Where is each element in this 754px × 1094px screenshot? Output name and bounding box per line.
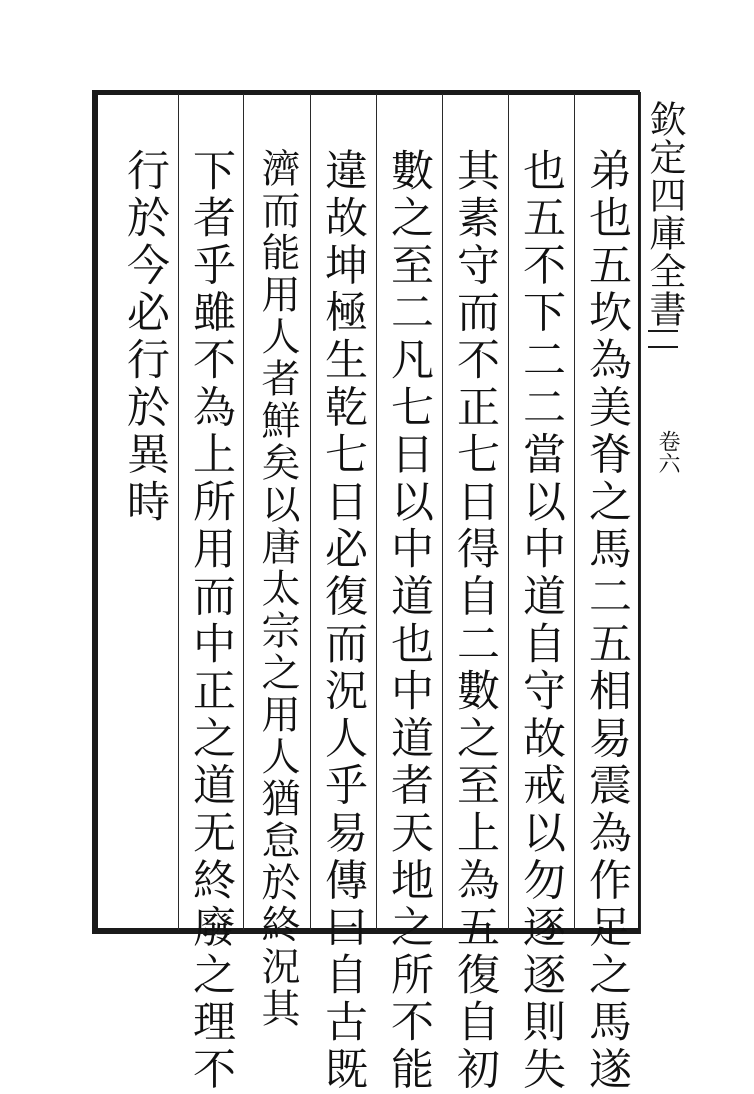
text-column-5: 違故坤極生乾七日必復而況人乎易傳曰自古既 bbox=[318, 148, 368, 1094]
text-column-2: 也五不下二二當以中道自守故戒以勿逐逐則失 bbox=[516, 148, 566, 1094]
text-column-8: 行於今必行於異時 bbox=[120, 148, 170, 527]
column-rule bbox=[442, 94, 443, 930]
text-column-6: 濟而能用人者鮮矣以唐太宗之用人猶怠於終況其 bbox=[255, 148, 300, 1030]
column-rule bbox=[508, 94, 509, 930]
text-column-1: 弟也五坎為美脊之馬二五相易震為作足之馬遂 bbox=[582, 148, 632, 1094]
text-column-3: 其素守而不正七日得自二數之至上為五復自初 bbox=[450, 148, 500, 1094]
fishtail-mark bbox=[648, 330, 678, 348]
column-rule bbox=[310, 94, 311, 930]
margin-rule bbox=[640, 92, 641, 934]
book-title: 欽定四庫全書 bbox=[643, 100, 686, 328]
column-rule bbox=[376, 94, 377, 930]
text-column-4: 數之至二凡七日以中道也中道者天地之所不能 bbox=[384, 148, 434, 1094]
column-rule bbox=[178, 94, 179, 930]
border-left bbox=[92, 92, 98, 934]
volume-label: 卷六 bbox=[655, 430, 680, 474]
column-rule bbox=[574, 94, 575, 930]
border-top bbox=[92, 90, 640, 95]
column-rule bbox=[243, 94, 244, 930]
text-column-7: 下者乎雖不為上所用而中正之道无終廢之理不 bbox=[186, 148, 236, 1094]
